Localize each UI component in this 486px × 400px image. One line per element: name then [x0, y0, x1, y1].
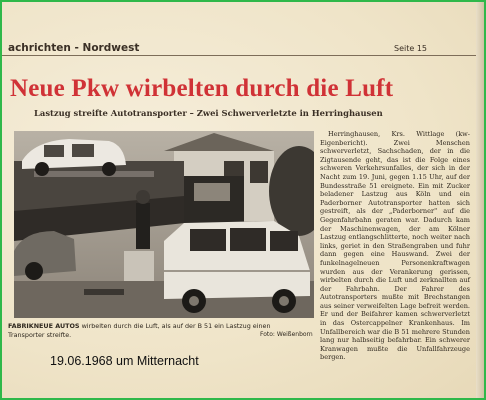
caption-lead: FABRIKNEUE AUTOS	[8, 322, 80, 330]
paper-edge	[476, 2, 484, 398]
accident-photo-image	[14, 131, 314, 318]
page-number: Seite 15	[394, 44, 428, 53]
header-rule	[2, 55, 478, 56]
photo-credit: Foto: Weißenborn	[260, 331, 313, 338]
accident-photo	[14, 131, 314, 318]
article-body: Herringhausen, Krs. Wittlage (kw-Eigenbericht). Zwei Menschen schwerverletzt, Sachschaden, der in die Zigtausende geht, das ist die Folge eines schweren Verkehrsunfalles, der sich in der Nacht zum 19. Juni, gegen 1.15 Uhr, auf der Bundesstraße 51 ereignete. Ein mit Zucker beladener Lastzug aus Köln und ein Paderborner Autotransporter hatten sich gestreift, als der „Paderborner" auf die Gegenfahrbahn geraten war. Dadurch kam der Maschinenwagen, der am Kölner Lastzug entlangschlitterte, noch weiter nach links, geriet in den Straßengraben und fuhr dann gegen eine Hauswand. Zwei der funkelnagelneuen Personenkraftwagen wurden aus der Verankerung gerissen, wirbelten durch die Luft und zerknallten auf der Fahrbahn. Der Fahrer des Autotransporters mußte mit Brechstangen aus seiner verweifelten Lage befreit werden. Er und der Beifahrer kamen schwerverletzt in das Ostercappelner Krankenhaus. Im Unfallbereich war die B 51 mehrere Stunden lang nur halbseitig befahrbar. Ein schwerer Kranwagen mußte die Unfallfahrzeuge bergen.	[320, 130, 470, 362]
caption-text: wirbelten durch die Luft, als auf der B 51 ein Lastzug einen Transporter streifte.	[8, 322, 271, 339]
subheadline: Lastzug streifte Autotransporter – Zwei Schwerverletzte in Herringhausen	[34, 108, 383, 118]
section-header: achrichten - Nordwest	[8, 42, 140, 54]
headline: Neue Pkw wirbelten durch die Luft	[10, 75, 394, 102]
handwritten-date-note: 19.06.1968 um Mitternacht	[50, 354, 199, 368]
